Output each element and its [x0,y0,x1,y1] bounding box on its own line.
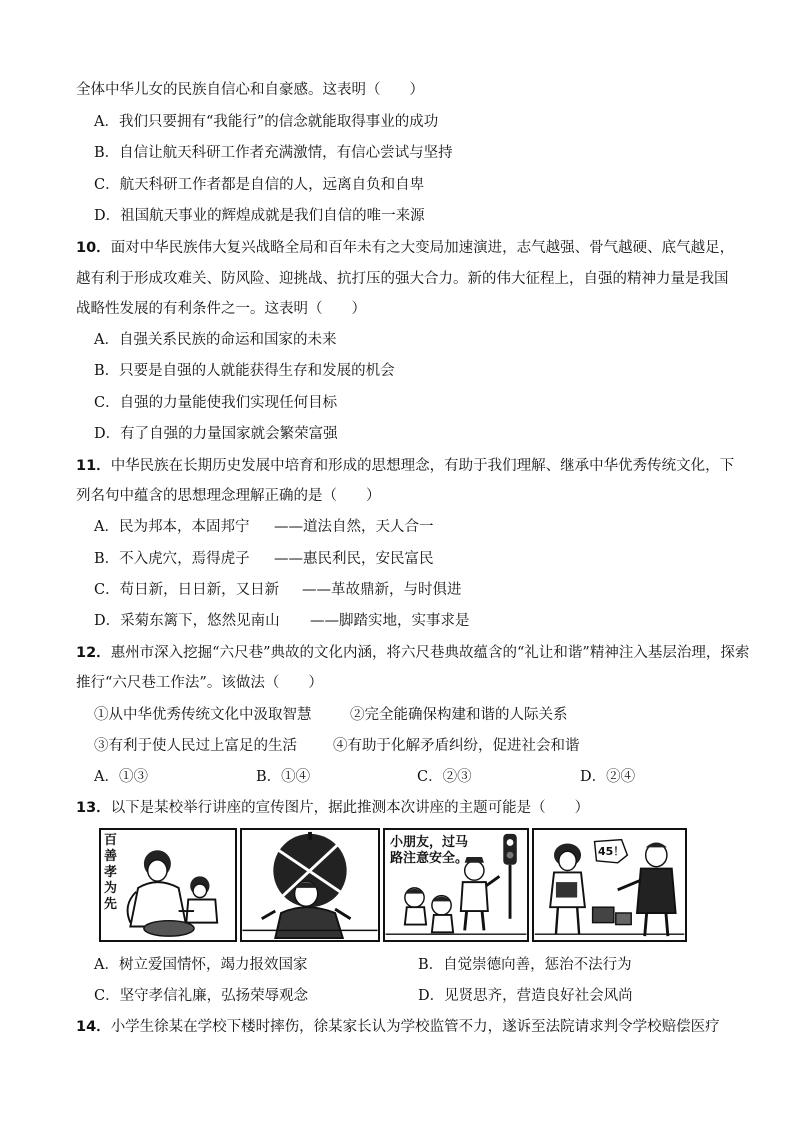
panel1-char-3: 孝 [104,865,118,880]
q10-option-b[interactable]: B．只要是自强的人就能获得生存和发展的机会 [94,363,395,379]
option-explain: ——道法自然，天人合一 [274,519,434,535]
panel3-line-2: 路注意安全。 [390,851,469,866]
panel1-char-1: 百 [104,833,118,848]
comic-panel-filial-piety [99,828,237,942]
q11-option-a[interactable] [94,517,434,537]
q11-option-c[interactable] [94,580,462,600]
q11-option-d[interactable] [94,611,470,631]
lecture-poster-comics [99,828,687,942]
option-label: A．民为邦本，本固邦宁 [94,519,250,535]
question-10-stem-line-1 [76,238,734,258]
question-number: 11． [76,458,111,474]
q13-option-b[interactable]: B．自觉崇德向善，惩治不法行为 [418,957,632,973]
question-10-stem-line-2: 越有利于形成攻难关、防风险、迎挑战、抗打压的强大合力。新的伟大征程上，自强的精神力量是我国 [76,271,729,287]
panel3-speech-text [390,835,468,867]
question-10-stem-line-3: 战略性发展的有利条件之一。这表明（ ） [76,301,366,317]
question-9-stem-tail: 全体中华儿女的民族自信心和自豪感。这表明（ ） [76,82,424,98]
q9-option-b[interactable]: B．自信让航天科研工作者充满激情，有信心尝试与坚持 [94,145,453,161]
option-explain: ——脚踏实地，实事求是 [310,613,470,629]
question-number: 12． [76,645,111,661]
stem-text: 小学生徐某在学校下楼时摔伤，徐某家长认为学校监管不力，遂诉至法院请求判令学校赔偿医疗 [110,1019,720,1035]
panel1-char-4: 为 [104,881,118,896]
q12-statement-2: ②完全能确保构建和谐的人际关系 [350,707,568,723]
question-number: 14． [76,1019,111,1035]
q12-statement-1: ①从中华优秀传统文化中汲取智慧 [94,707,312,723]
q12-choice-d[interactable]: D．②④ [580,769,636,785]
q10-option-a[interactable]: A．自强关系民族的命运和国家的未来 [94,332,337,348]
panel4-bubble-text: 45！ [598,845,625,858]
option-label: B．不入虎穴，焉得虎子 [94,551,250,567]
question-12-stem-line-1 [76,643,749,663]
q9-option-c[interactable]: C．航天科研工作者都是自信的人，远离自负和自卑 [94,177,425,193]
stem-text: 面对中华民族伟大复兴战略全局和百年未有之大变局加速演进，志气越强、骨气越硬、底气越足， [110,240,735,256]
q12-statement-3: ③有利于使人民过上富足的生活 [94,738,297,754]
q12-choice-b[interactable]: B．①④ [256,769,311,785]
stem-text: 惠州市深入挖掘“六尺巷”典故的文化内涵，将六尺巷典故蕴含的“礼让和谐”精神注入基层治理，探索 [110,645,750,661]
patriot-illustration [242,830,378,940]
option-label: C．苟日新，日日新，又日新 [94,582,280,598]
q10-option-c[interactable]: C．自强的力量能使我们实现任何目标 [94,395,338,411]
q10-option-d[interactable]: D．有了自强的力量国家就会繁荣富强 [94,426,338,442]
q9-option-d[interactable]: D．祖国航天事业的辉煌成就是我们自信的唯一来源 [94,208,425,224]
filial-piety-illustration [101,830,235,940]
q12-choice-a[interactable]: A．①③ [94,769,148,785]
question-11-stem-line-2: 列名句中蕴含的思想理念理解正确的是（ ） [76,488,381,504]
question-number: 10． [76,240,111,256]
comic-panel-honesty [532,828,687,942]
stem-text: 中华民族在长期历史发展中培育和形成的思想理念，有助于我们理解、继承中华优秀传统文化，下 [110,458,735,474]
panel1-char-5: 先 [104,897,118,912]
comic-panel-patriot [240,828,380,942]
q9-option-a[interactable]: A．我们只要拥有“我能行”的信念就能取得事业的成功 [94,114,439,130]
question-number: 13． [76,800,111,816]
question-12-stem-line-2: 推行“六尺巷工作法”。该做法（ ） [76,675,323,691]
question-11-stem-line-1 [76,456,734,476]
option-explain: ——惠民利民，安民富民 [274,551,434,567]
panel1-vertical-text [104,833,120,913]
panel3-line-1: 小朋友，过马 [390,835,469,850]
panel1-char-2: 善 [104,849,118,864]
q13-option-c[interactable]: C．坚守孝信礼廉，弘扬荣辱观念 [94,988,309,1004]
stem-text: 以下是某校举行讲座的宣传图片，据此推测本次讲座的主题可能是（ ） [110,800,590,816]
q11-option-b[interactable] [94,549,434,569]
option-label: D．采菊东篱下，悠然见南山 [94,613,280,629]
q12-choice-c[interactable]: C．②③ [417,769,472,785]
q13-option-a[interactable]: A．树立爱国情怀，竭力报效国家 [94,957,308,973]
question-13-stem [76,798,589,818]
option-explain: ——革故鼎新，与时俱进 [302,582,462,598]
q13-option-d[interactable]: D．见贤思齐，营造良好社会风尚 [418,988,633,1004]
question-14-stem [76,1017,720,1037]
comic-panel-traffic-safety [383,828,529,942]
q12-statement-4: ④有助于化解矛盾纠纷，促进社会和谐 [333,738,580,754]
